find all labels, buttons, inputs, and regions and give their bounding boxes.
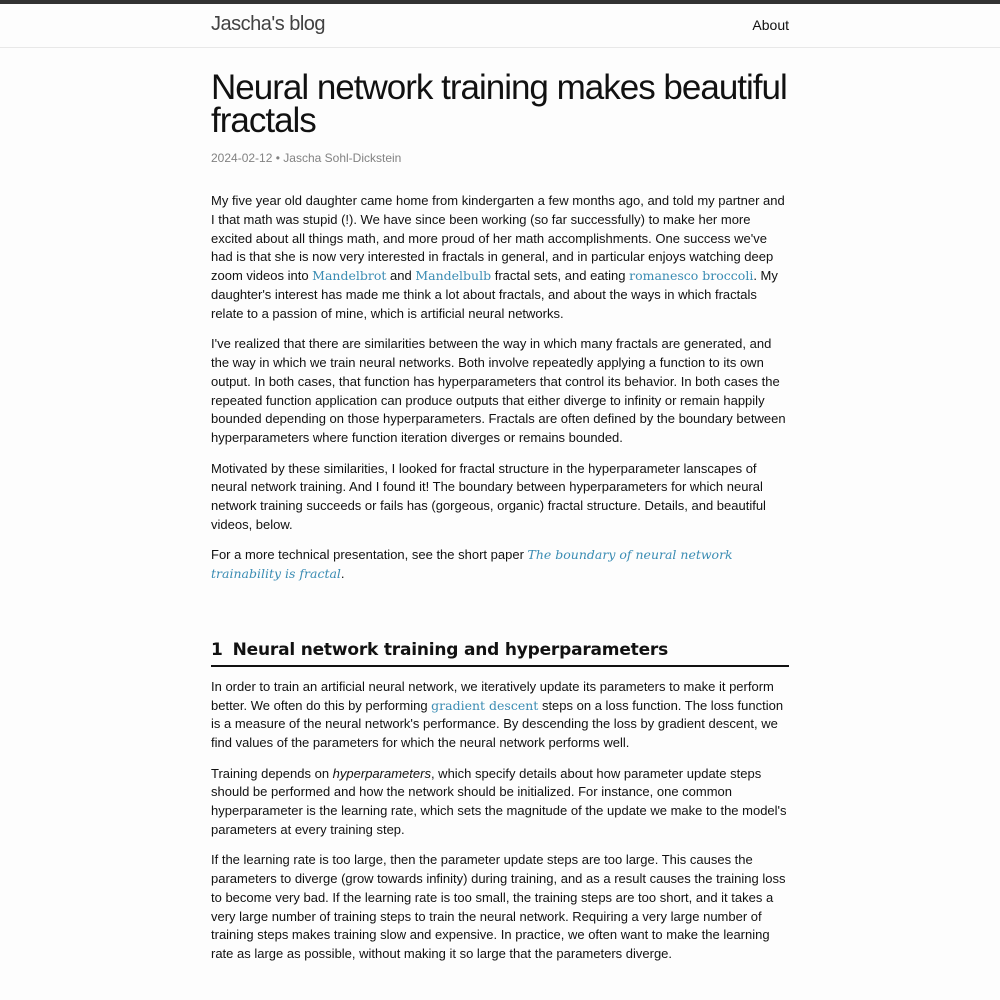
text: , which specify details about how parameter update steps should be performed and how the network should be initialized. For instance, one common hyperparameter is the learning rate, which sets the magnitude of the update we make to the model's parameters at every training step.	[211, 765, 787, 837]
post-title: Neural network training makes beautiful fractals	[211, 68, 787, 140]
mandelbrot-link[interactable]: Mandelbrot	[312, 268, 387, 284]
text: and	[386, 268, 416, 284]
section-paragraph-2	[211, 765, 789, 840]
nav-about-link[interactable]: About	[752, 17, 789, 33]
post-author: Jascha Sohl-Dickstein	[283, 151, 402, 165]
section-title: Neural network training and hyperparameters	[232, 639, 669, 660]
paper-link[interactable]: The boundary of neural network trainability is fractal	[211, 547, 733, 582]
text: For a more technical presentation, see the short paper	[211, 547, 528, 563]
section-paragraph-3: If the learning rate is too large, then the parameter update steps are too large. This causes the parameters to diverge (grow towards infinity) during training, and as a result causes the training loss to become very bad. If the learning rate is too small, the training steps are too short, and it takes a very large number of training steps to train the neural network. Requiring a very large number of training steps makes training slow and expensive. In practice, we often want to make the learning rate as large as possible, without making it so large that the parameters diverge.	[211, 852, 786, 962]
site-title-link[interactable]: Jascha's blog	[211, 13, 326, 35]
section-number: 1	[211, 639, 223, 660]
post-content	[211, 192, 789, 964]
emphasis-hyperparameters: hyperparameters	[332, 765, 431, 781]
meta-separator: •	[275, 151, 280, 165]
section-paragraph-1	[211, 678, 789, 753]
text: My five year old daughter came home from kindergarten a few months ago, and told my partner and I that math was stupid (!). We have since been working (so far successfully) to make her more excited about all things math, and more proud of her math accomplishments. One success we've had is that she is now very interested in fractals in general, and in particular enjoys watching deep zoom videos into	[211, 193, 785, 284]
post-meta	[211, 150, 789, 166]
intro-paragraph-1	[211, 192, 789, 324]
gradient-descent-link[interactable]: gradient descent	[431, 697, 539, 713]
post-date: 2024-02-12	[211, 151, 273, 165]
text: In order to train an artificial neural network, we iteratively update its parameters to make it perform better. We often do this by performing	[211, 678, 774, 713]
text: Training depends on	[211, 765, 333, 781]
intro-paragraph-2: I've realized that there are similarities between the way in which many fractals are generated, and the way in which we train neural networks. Both involve repeatedly applying a function to its own output. In both cases, that function has hyperparameters that control its behavior. In both cases the repeated function application can produce outputs that either diverge to infinity or remain happily bounded depending on those hyperparameters. Fractals are often defined by the boundary between hyperparameters where function iteration diverges or remains bounded.	[211, 336, 786, 446]
text: steps on a loss function. The loss function is a measure of the neural network's performance. By descending the loss by gradient descent, we find values of the parameters for which the neural network performs well.	[211, 697, 784, 751]
text: .	[340, 566, 345, 582]
intro-paragraph-4	[211, 546, 789, 584]
romanesco-broccoli-link[interactable]: romanesco broccoli	[629, 268, 754, 284]
post-article	[211, 68, 789, 964]
intro-paragraph-3: Motivated by these similarities, I looked for fractal structure in the hyperparameter lanscapes of neural network training. And I found it! The boundary between hyperparameters for which neural network training succeeds or fails has (gorgeous, organic) fractal structure. Details, and beautiful videos, below.	[211, 460, 766, 532]
site-header	[0, 4, 1000, 48]
text: . My daughter's interest has made me think a lot about fractals, and about the ways in which fractals relate to a passion of mine, which is artificial neural networks.	[211, 268, 778, 321]
section-heading	[211, 641, 789, 667]
text: fractal sets, and eating	[491, 268, 630, 284]
mandelbulb-link[interactable]: Mandelbulb	[415, 268, 492, 284]
